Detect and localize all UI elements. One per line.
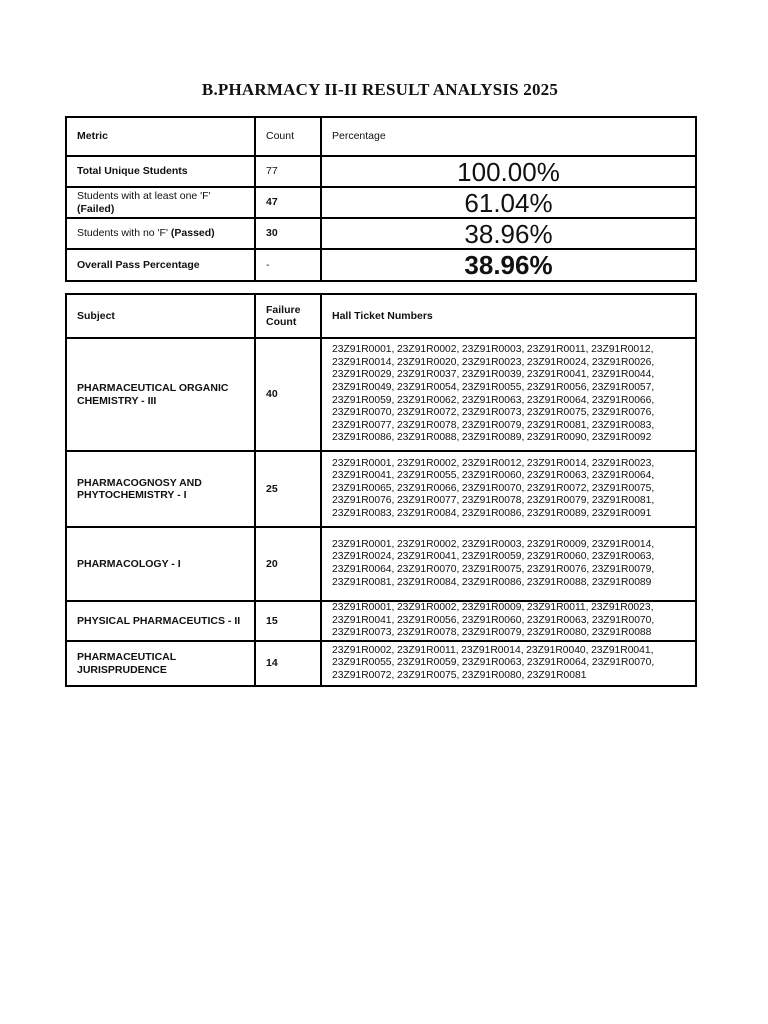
table-row bbox=[66, 338, 696, 451]
metric-percentage: 61.04% bbox=[321, 187, 696, 218]
header-hall-tickets: Hall Ticket Numbers bbox=[321, 294, 696, 338]
header-metric: Metric bbox=[66, 117, 255, 156]
subject-header-row bbox=[66, 294, 696, 338]
metric-label-suffix: (Failed) bbox=[77, 202, 115, 215]
header-count: Count bbox=[255, 117, 321, 156]
summary-table bbox=[65, 116, 697, 282]
table-row bbox=[66, 641, 696, 686]
hall-ticket-list: 23Z91R0001, 23Z91R0002, 23Z91R0003, 23Z91R0009, 23Z91R0014, 23Z91R0024, 23Z91R0041, 23Z91R0059, 23Z91R0060, 23Z91R0063, 23Z91R0064, 23Z91R0070, 23Z91R0075, 23Z91R0076, 23Z91R0079, 23Z91R0081, 23Z91R0084, 23Z91R0086, 23Z91R0088, 23Z91R0089 bbox=[321, 527, 696, 601]
metric-label-cell bbox=[66, 218, 255, 249]
subject-name: PHARMACOLOGY - I bbox=[66, 527, 255, 601]
hall-ticket-list: 23Z91R0001, 23Z91R0002, 23Z91R0012, 23Z91R0014, 23Z91R0023, 23Z91R0041, 23Z91R0055, 23Z91R0060, 23Z91R0063, 23Z91R0064, 23Z91R0065, 23Z91R0066, 23Z91R0070, 23Z91R0072, 23Z91R0075, 23Z91R0076, 23Z91R0077, 23Z91R0078, 23Z91R0079, 23Z91R0081, 23Z91R0083, 23Z91R0084, 23Z91R0086, 23Z91R0089, 23Z91R0091 bbox=[321, 451, 696, 527]
summary-row-passed bbox=[66, 218, 696, 249]
metric-label-cell bbox=[66, 187, 255, 218]
hall-ticket-list: 23Z91R0001, 23Z91R0002, 23Z91R0009, 23Z91R0011, 23Z91R0023, 23Z91R0041, 23Z91R0056, 23Z91R0060, 23Z91R0063, 23Z91R0070, 23Z91R0073, 23Z91R0078, 23Z91R0079, 23Z91R0080, 23Z91R0088 bbox=[321, 601, 696, 641]
hall-ticket-list: 23Z91R0001, 23Z91R0002, 23Z91R0003, 23Z91R0011, 23Z91R0012, 23Z91R0014, 23Z91R0020, 23Z91R0023, 23Z91R0024, 23Z91R0026, 23Z91R0029, 23Z91R0037, 23Z91R0039, 23Z91R0041, 23Z91R0044, 23Z91R0049, 23Z91R0054, 23Z91R0055, 23Z91R0056, 23Z91R0057, 23Z91R0059, 23Z91R0062, 23Z91R0063, 23Z91R0064, 23Z91R0066, 23Z91R0070, 23Z91R0072, 23Z91R0073, 23Z91R0075, 23Z91R0076, 23Z91R0077, 23Z91R0078, 23Z91R0079, 23Z91R0081, 23Z91R0083, 23Z91R0086, 23Z91R0088, 23Z91R0089, 23Z91R0090, 23Z91R0092 bbox=[321, 338, 696, 451]
subject-name: PHYSICAL PHARMACEUTICS - II bbox=[66, 601, 255, 641]
failure-count: 25 bbox=[255, 451, 321, 527]
metric-label: Total Unique Students bbox=[66, 156, 255, 187]
hall-ticket-list: 23Z91R0002, 23Z91R0011, 23Z91R0014, 23Z91R0040, 23Z91R0041, 23Z91R0055, 23Z91R0059, 23Z91R0063, 23Z91R0064, 23Z91R0070, 23Z91R0072, 23Z91R0075, 23Z91R0080, 23Z91R0081 bbox=[321, 641, 696, 686]
summary-row-overall bbox=[66, 249, 696, 281]
summary-row-total bbox=[66, 156, 696, 187]
subject-name: PHARMACEUTICAL JURISPRUDENCE bbox=[66, 641, 255, 686]
failure-count: 15 bbox=[255, 601, 321, 641]
table-row bbox=[66, 451, 696, 527]
failure-count: 14 bbox=[255, 641, 321, 686]
metric-percentage: 100.00% bbox=[321, 156, 696, 187]
subject-name: PHARMACOGNOSY AND PHYTOCHEMISTRY - I bbox=[66, 451, 255, 527]
metric-count: - bbox=[255, 249, 321, 281]
metric-count: 30 bbox=[255, 218, 321, 249]
metric-percentage: 38.96% bbox=[321, 249, 696, 281]
summary-header-row bbox=[66, 117, 696, 156]
summary-row-failed bbox=[66, 187, 696, 218]
table-row bbox=[66, 601, 696, 641]
header-failure-count: Failure Count bbox=[255, 294, 321, 338]
page-title: B.PHARMACY II-II RESULT ANALYSIS 2025 bbox=[201, 80, 559, 99]
failure-count: 40 bbox=[255, 338, 321, 451]
subject-failure-table bbox=[65, 293, 697, 687]
metric-percentage: 38.96% bbox=[321, 218, 696, 249]
header-subject: Subject bbox=[66, 294, 255, 338]
metric-label-suffix: (Passed) bbox=[170, 227, 215, 240]
subject-name: PHARMACEUTICAL ORGANIC CHEMISTRY - III bbox=[66, 338, 255, 451]
metric-label: Overall Pass Percentage bbox=[66, 249, 255, 281]
header-percentage: Percentage bbox=[321, 117, 696, 156]
failure-count: 20 bbox=[255, 527, 321, 601]
metric-label: Students with at least one 'F' bbox=[77, 190, 211, 202]
metric-count: 47 bbox=[255, 187, 321, 218]
metric-label: Students with no 'F' bbox=[77, 227, 168, 240]
table-row bbox=[66, 527, 696, 601]
metric-count: 77 bbox=[255, 156, 321, 187]
